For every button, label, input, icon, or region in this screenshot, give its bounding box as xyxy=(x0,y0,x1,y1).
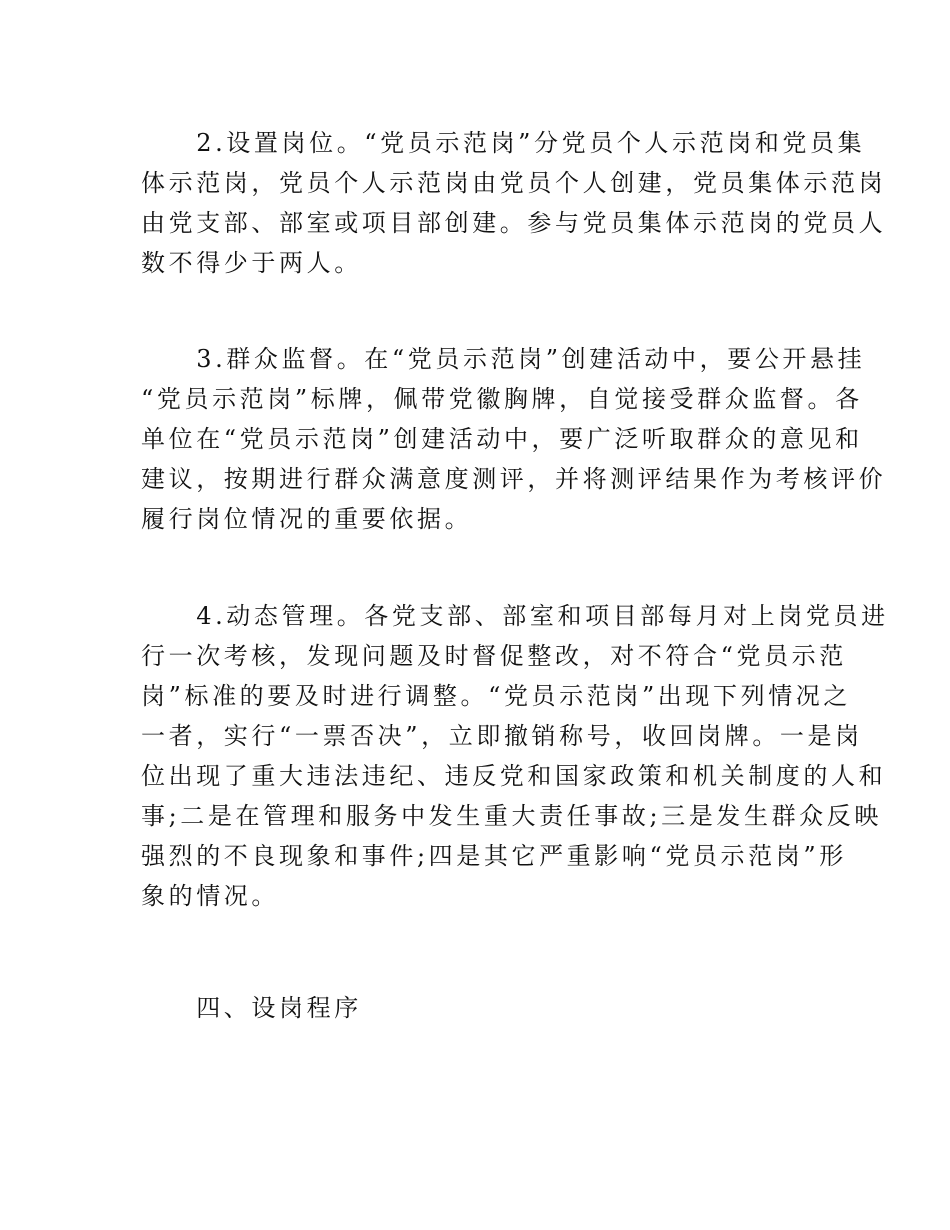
paragraph-line: 单位在“党员示范岗”创建活动中，要广泛听取群众的意见和 xyxy=(141,425,863,453)
section-heading xyxy=(141,988,813,1028)
paragraph-line: 由党支部、部室或项目部创建。参与党员集体示范岗的党员人 xyxy=(141,209,887,237)
paragraph-line: 事;二是在管理和服务中发生重大责任事故;三是发生群众反映 xyxy=(141,802,882,830)
paragraph-line: 建议，按期进行群众满意度测评，并将测评结果作为考核评价 xyxy=(141,465,887,493)
paragraph-line: “党员示范岗”标牌，佩带党徽胸牌，自觉接受群众监督。各 xyxy=(141,385,863,413)
paragraph-public-supervision xyxy=(141,339,887,539)
section-heading-text: 四、设岗程序 xyxy=(141,994,362,1022)
paragraph-line: 3.群众监督。在“党员示范岗”创建活动中，要公开悬挂 xyxy=(141,345,866,373)
paragraph-line: 象的情况。 xyxy=(141,882,279,910)
paragraph-line: 一者，实行“一票否决”，立即撤销称号，收回岗牌。一是岗 xyxy=(141,722,863,750)
paragraph-dynamic-management xyxy=(141,596,889,916)
paragraph-line: 岗”标准的要及时进行调整。“党员示范岗”出现下列情况之 xyxy=(141,682,852,710)
paragraph-line: 行一次考核，发现问题及时督促整改，对不符合“党员示范 xyxy=(141,642,847,670)
paragraph-line: 数不得少于两人。 xyxy=(141,249,362,277)
paragraph-line: 履行岗位情况的重要依据。 xyxy=(141,505,473,533)
paragraph-line: 体示范岗，党员个人示范岗由党员个人创建，党员集体示范岗 xyxy=(141,169,887,197)
paragraph-setup-posts xyxy=(141,123,887,283)
paragraph-line: 2.设置岗位。“党员示范岗”分党员个人示范岗和党员集 xyxy=(141,129,866,157)
paragraph-line: 强烈的不良现象和事件;四是其它严重影响“党员示范岗”形 xyxy=(141,842,847,870)
paragraph-line: 4.动态管理。各党支部、部室和项目部每月对上岗党员进 xyxy=(141,602,889,630)
paragraph-line: 位出现了重大违法违纪、违反党和国家政策和机关制度的人和 xyxy=(141,762,887,790)
